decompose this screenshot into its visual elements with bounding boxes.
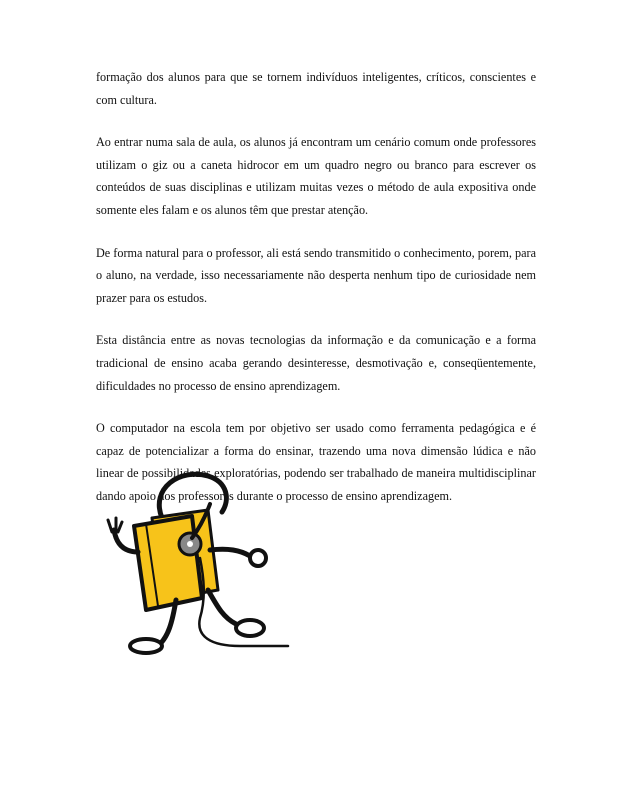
walking-book-illustration [100, 468, 300, 658]
walking-book-icon [100, 468, 300, 658]
paragraph-2: Ao entrar numa sala de aula, os alunos já encontram um cenário comum onde professores utilizam o giz ou a caneta hidrocor em um quadro negro ou branco para escrever os conteúdos de suas disciplinas e utilizam muitas vezes o método de aula expositiva onde somente eles falam e os alunos têm que prestar atenção. [96, 135, 536, 217]
paragraph-5: O computador na escola tem por objetivo ser usado como ferramenta pedagógica e é capaz de potencializar a forma do ensinar, trazendo uma nova dimensão lúdica e não linear de possibilidades exploratórias, podendo ser trabalhado de maneira multidisciplinar dando apoio aos professores durante o processo de ensino aprendizagem. [96, 421, 536, 503]
document-body [96, 66, 536, 508]
paragraph-1: formação dos alunos para que se tornem indivíduos inteligentes, críticos, conscientes e com cultura. [96, 70, 536, 107]
paragraph-4: Esta distância entre as novas tecnologias da informação e da comunicação e a forma tradicional de ensino acaba gerando desinteresse, desmotivação e, conseqüentemente, dificuldades no processo de ensino aprendizagem. [96, 333, 536, 393]
paragraph-3: De forma natural para o professor, ali está sendo transmitido o conhecimento, porem, para o aluno, na verdade, isso necessariamente não desperta nenhum tipo de curiosidade nem prazer para os estudos. [96, 245, 536, 305]
